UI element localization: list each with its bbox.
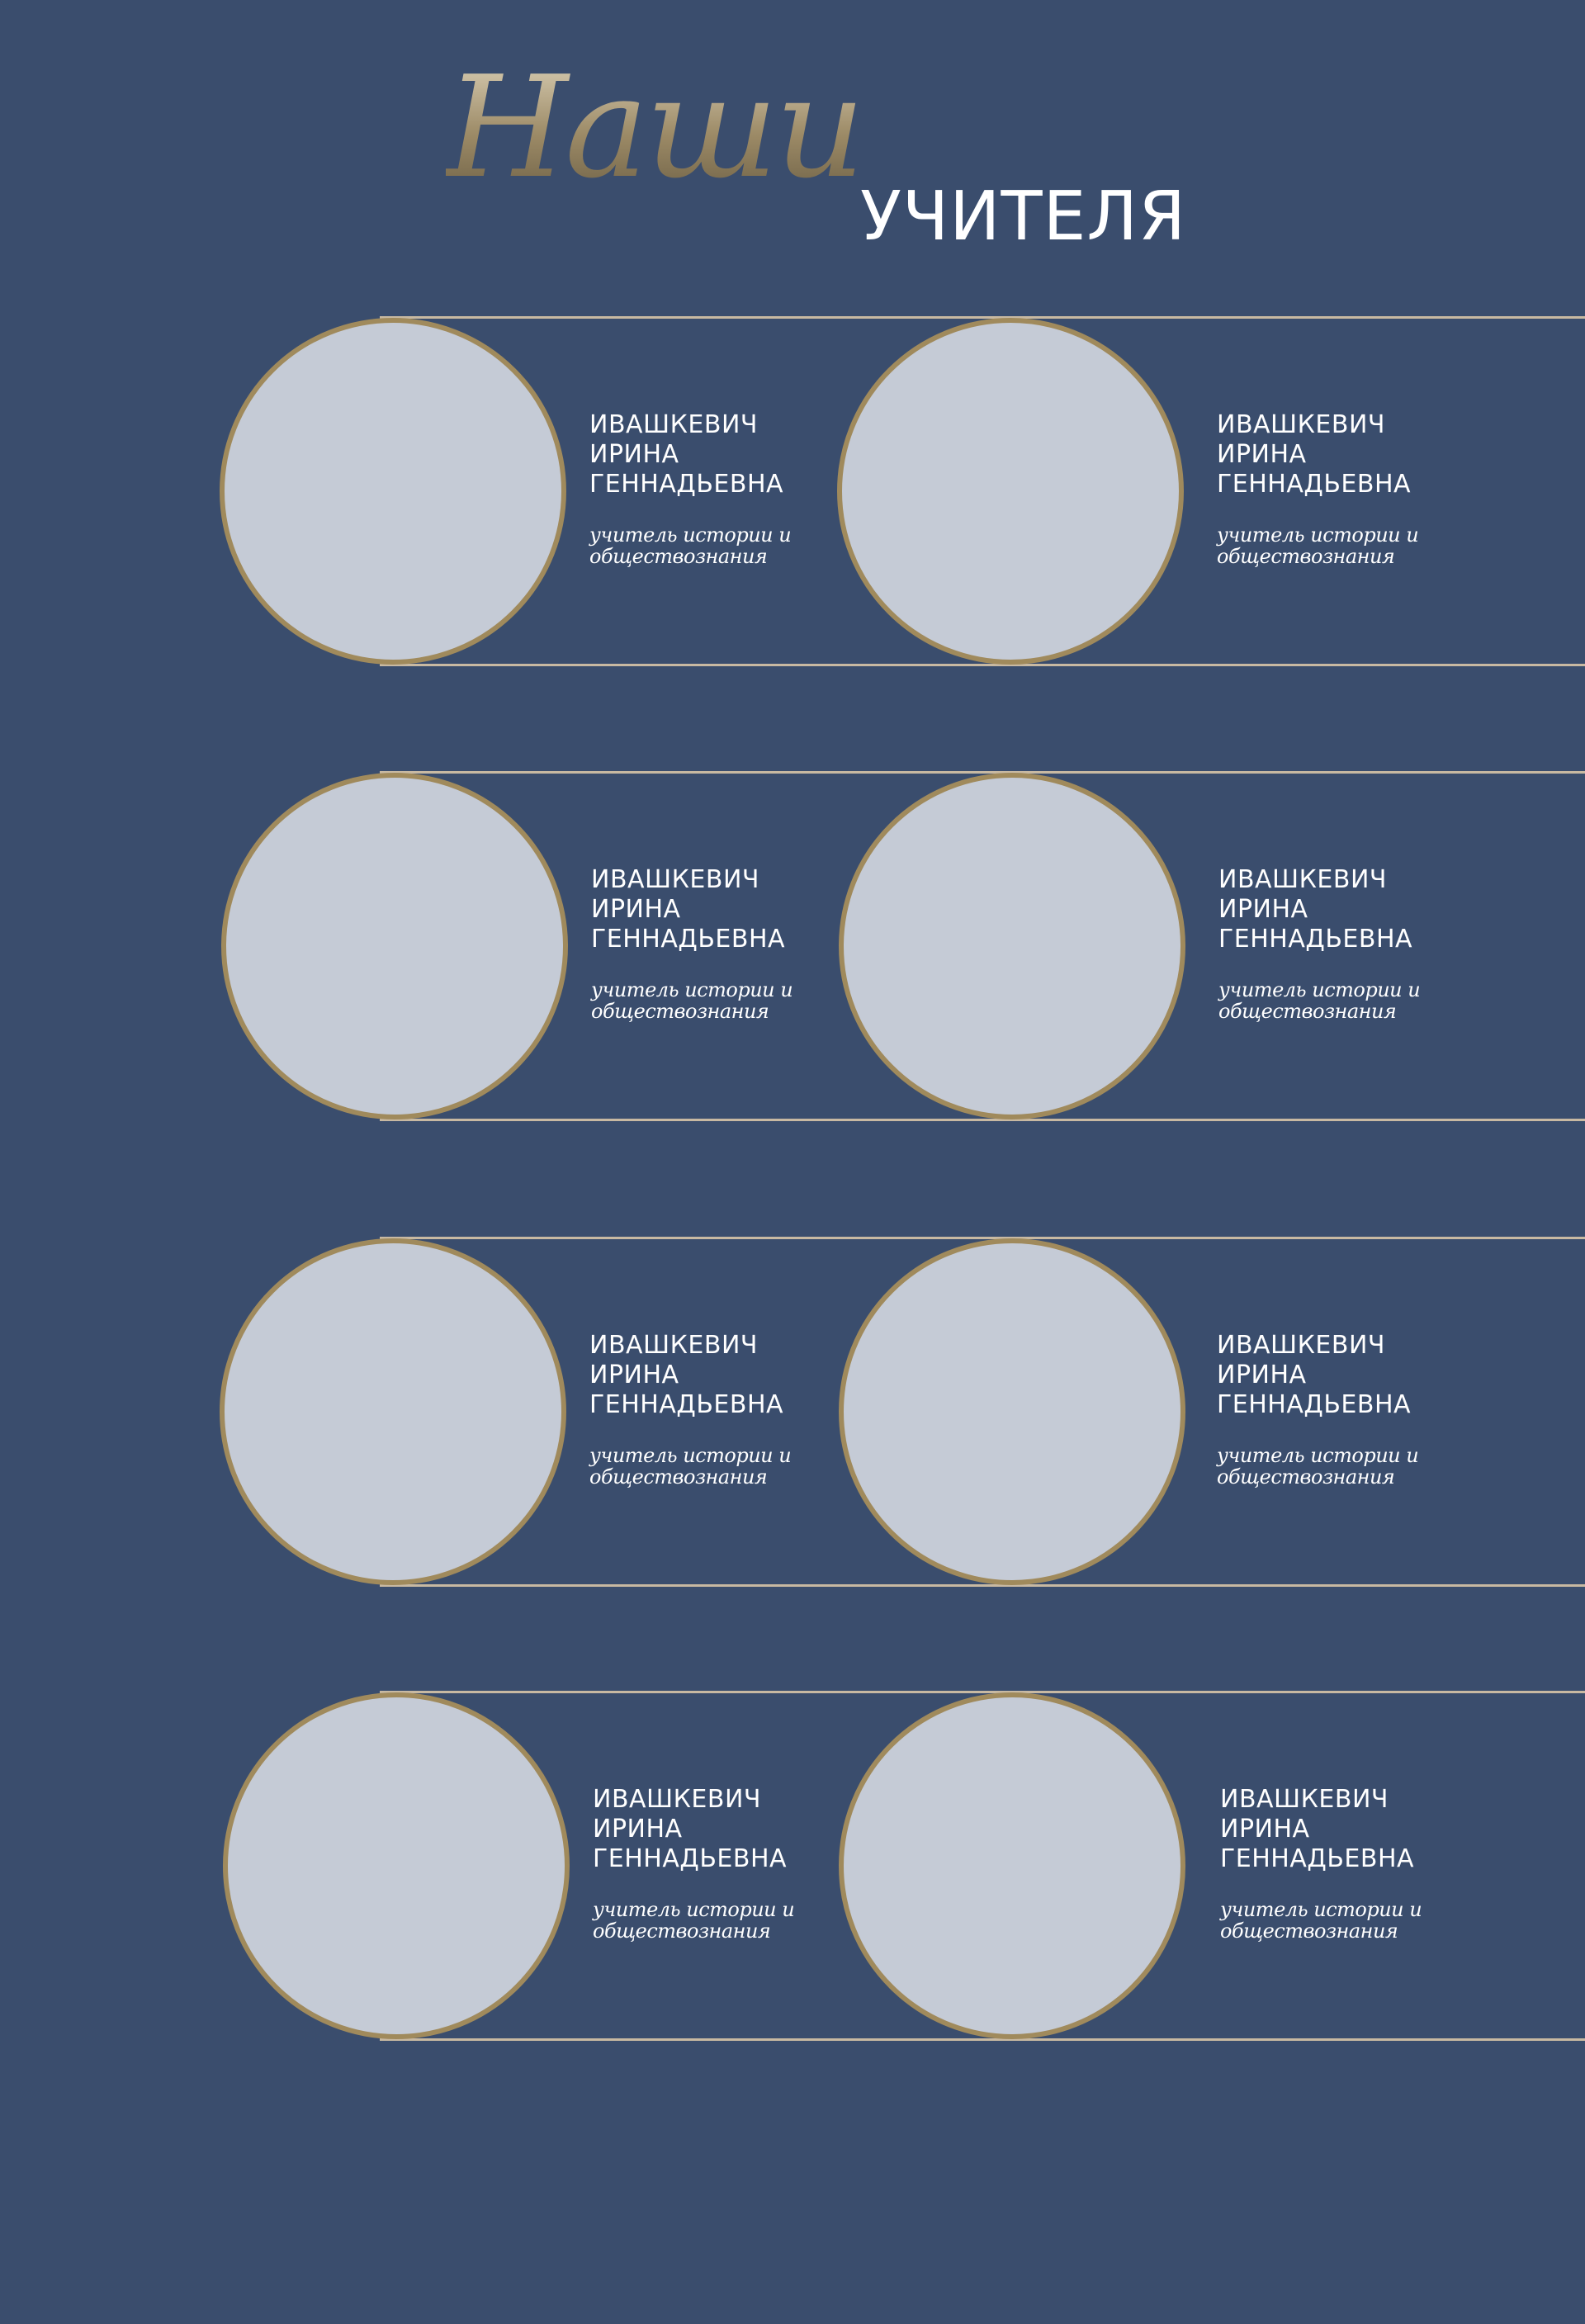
teacher-patronymic: ГЕННАДЬЕВНА	[589, 1390, 784, 1419]
teacher-role	[1220, 1899, 1460, 1942]
teacher-role-line1: учитель истории и	[589, 1444, 792, 1467]
teacher-card	[839, 1238, 1433, 1593]
teacher-role-line2: обществознания	[589, 545, 768, 568]
teacher-surname: ИВАШКЕВИЧ	[593, 1785, 761, 1814]
teacher-role	[1218, 979, 1458, 1022]
teacher-role-line1: учитель истории и	[1217, 1444, 1419, 1467]
teacher-name	[589, 1331, 829, 1420]
teacher-name	[1217, 1331, 1456, 1420]
teacher-first-name: ИРИНА	[589, 440, 679, 469]
teacher-surname: ИВАШКЕВИЧ	[589, 410, 758, 439]
teacher-card	[220, 1238, 814, 1593]
teacher-first-name: ИРИНА	[1218, 895, 1308, 924]
teacher-photo-placeholder[interactable]	[839, 1692, 1185, 2039]
teacher-card	[839, 773, 1433, 1128]
teacher-card	[221, 773, 816, 1128]
teacher-patronymic: ГЕННАДЬЕВНА	[1218, 925, 1413, 954]
teacher-role	[1217, 524, 1456, 567]
teacher-role-line2: обществознания	[1218, 1000, 1397, 1023]
teacher-surname: ИВАШКЕВИЧ	[589, 1331, 758, 1360]
teacher-photo-placeholder[interactable]	[837, 318, 1184, 665]
heading-script-title: Наши	[446, 46, 863, 210]
teacher-surname: ИВАШКЕВИЧ	[1217, 410, 1385, 439]
teacher-first-name: ИРИНА	[1217, 1361, 1307, 1389]
teacher-role-line2: обществознания	[1220, 1919, 1398, 1943]
teacher-first-name: ИРИНА	[593, 1815, 683, 1844]
teacher-surname: ИВАШКЕВИЧ	[1218, 865, 1387, 894]
teacher-photo-placeholder[interactable]	[839, 1238, 1185, 1585]
teacher-name	[1218, 865, 1458, 954]
teacher-patronymic: ГЕННАДЬЕВНА	[593, 1844, 788, 1873]
teacher-first-name: ИРИНА	[1217, 440, 1307, 469]
teacher-role-line1: учитель истории и	[1217, 523, 1419, 547]
teacher-card	[837, 318, 1431, 673]
teacher-role-line2: обществознания	[1217, 1465, 1395, 1489]
teacher-name	[1217, 410, 1456, 499]
teacher-role-line1: учитель истории и	[589, 523, 792, 547]
teacher-photo-placeholder[interactable]	[221, 773, 568, 1119]
teacher-role-line2: обществознания	[1217, 545, 1395, 568]
teacher-surname: ИВАШКЕВИЧ	[591, 865, 759, 894]
teacher-role	[591, 979, 830, 1022]
teacher-first-name: ИРИНА	[591, 895, 681, 924]
teacher-photo-placeholder[interactable]	[220, 1238, 566, 1585]
teacher-role-line2: обществознания	[591, 1000, 769, 1023]
teacher-photo-placeholder[interactable]	[223, 1692, 570, 2039]
teacher-card	[223, 1692, 817, 2047]
teacher-surname: ИВАШКЕВИЧ	[1217, 1331, 1385, 1360]
teacher-role	[589, 524, 829, 567]
teacher-first-name: ИРИНА	[589, 1361, 679, 1389]
teacher-role-line2: обществознания	[593, 1919, 771, 1943]
teacher-role-line1: учитель истории и	[593, 1898, 795, 1921]
teacher-name	[1220, 1785, 1460, 1874]
page-heading	[0, 0, 1585, 281]
teacher-role-line2: обществознания	[589, 1465, 768, 1489]
teacher-role-line1: учитель истории и	[1218, 978, 1421, 1001]
teacher-patronymic: ГЕННАДЬЕВНА	[1220, 1844, 1415, 1873]
teacher-name	[593, 1785, 832, 1874]
heading-main-title: УЧИТЕЛЯ	[860, 177, 1187, 256]
teacher-card	[839, 1692, 1433, 2047]
teacher-card	[220, 318, 814, 673]
teacher-patronymic: ГЕННАДЬЕВНА	[591, 925, 786, 954]
teacher-surname: ИВАШКЕВИЧ	[1220, 1785, 1389, 1814]
teacher-first-name: ИРИНА	[1220, 1815, 1310, 1844]
teacher-role-line1: учитель истории и	[591, 978, 793, 1001]
teacher-photo-placeholder[interactable]	[839, 773, 1185, 1119]
teacher-name	[591, 865, 830, 954]
teacher-patronymic: ГЕННАДЬЕВНА	[1217, 470, 1412, 499]
teacher-role-line1: учитель истории и	[1220, 1898, 1422, 1921]
teacher-patronymic: ГЕННАДЬЕВНА	[589, 470, 784, 499]
teacher-role	[1217, 1445, 1456, 1488]
teacher-photo-placeholder[interactable]	[220, 318, 566, 665]
teacher-patronymic: ГЕННАДЬЕВНА	[1217, 1390, 1412, 1419]
teacher-role	[593, 1899, 832, 1942]
teacher-name	[589, 410, 829, 499]
teacher-role	[589, 1445, 829, 1488]
